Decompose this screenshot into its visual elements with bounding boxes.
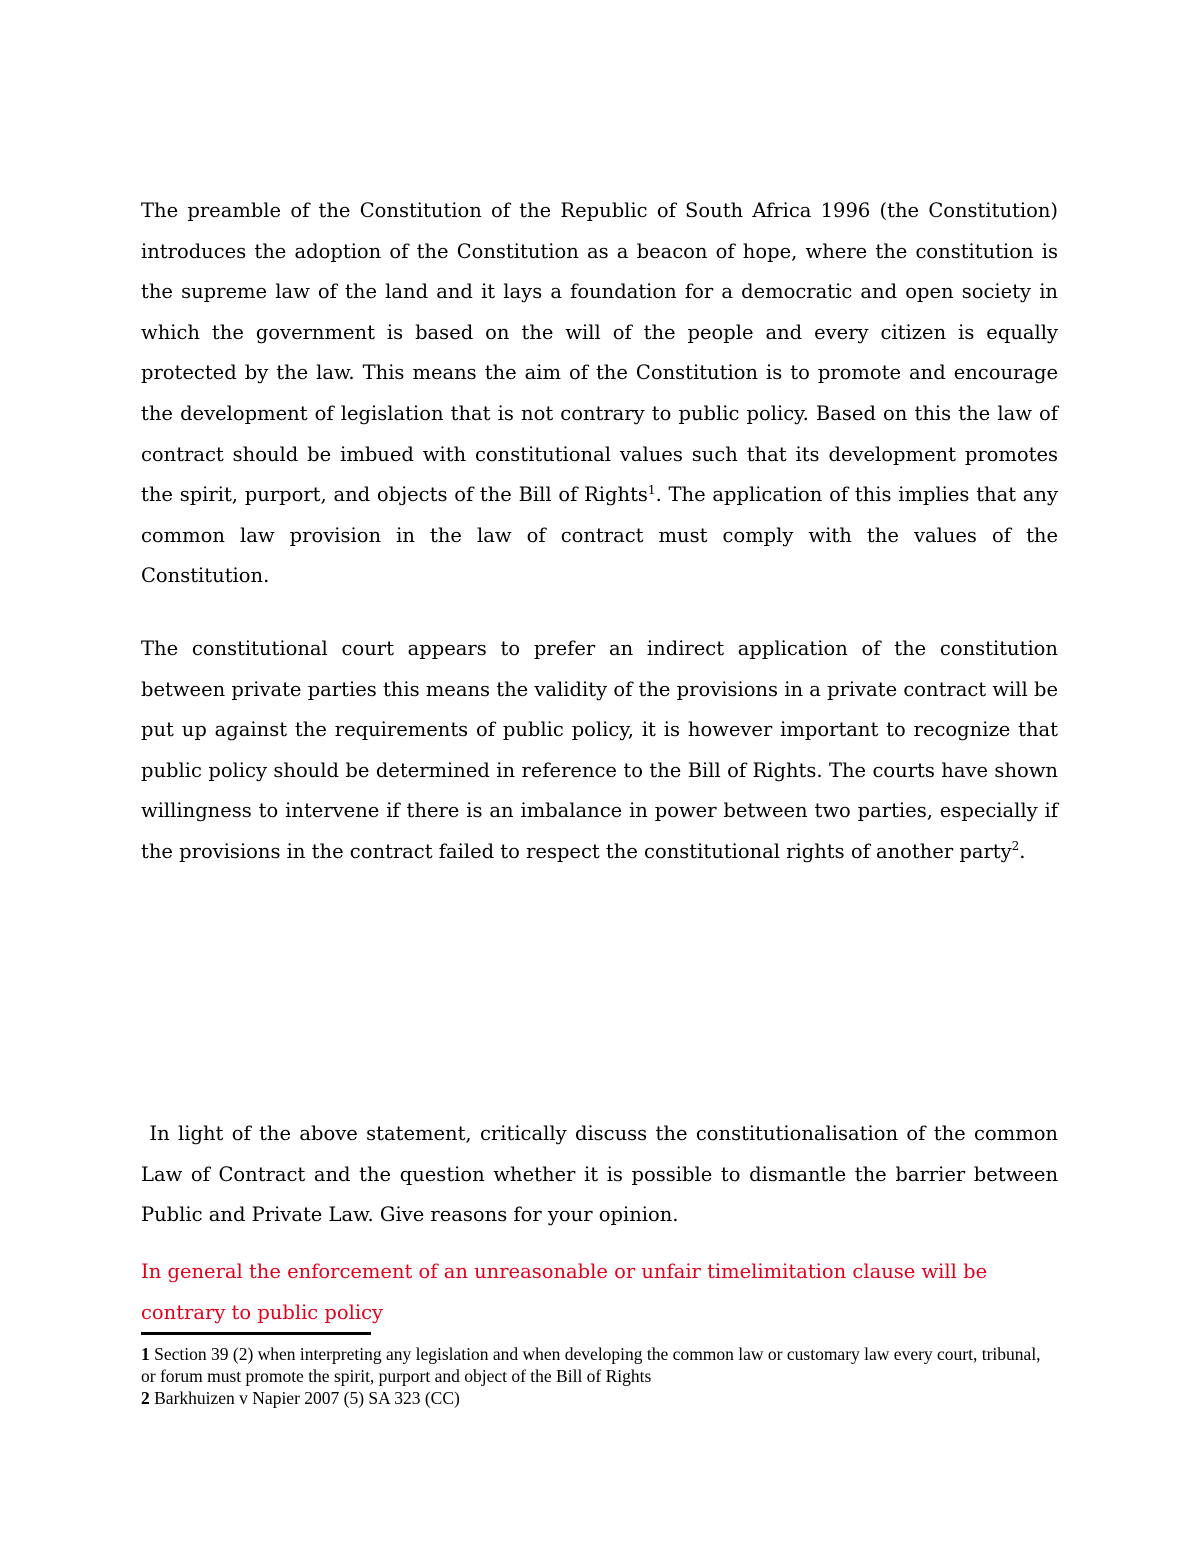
footnote-1-text: Section 39 (2) when interpreting any legislation and when developing the common law or customary law every court, tribunal, or forum must promote the spirit, purport and object of the Bill of Rights [141,1344,1041,1386]
footnote-1-number: 1 [141,1344,150,1364]
paragraph-preamble [141,191,1058,597]
answer-note: In general the enforcement of an unreasonable or unfair timelimitation clause will be contrary to public policy [141,1260,988,1324]
footnotes [141,1343,1058,1409]
paragraph-preamble-text-a: The preamble of the Constitution of the Republic of South Africa 1996 (the Constitution) introduces the adoption of the Constitution as a beacon of hope, where the constitution is the supreme law of the land and it lays a foundation for a democratic and open society in which the government is based on the will of the people and every citizen is equally protected by the law. This means the aim of the Constitution is to promote and encourage the development of legislation that is not contrary to public policy. Based on this the law of contract should be imbued with constitutional values such that its development promotes the spirit, purport, and objects of the Bill of Rights [141,199,1058,507]
footnote-separator [141,1332,371,1335]
footnote-reference-2: 2 [1011,839,1020,854]
paragraph-indirect-application-text-b: . [1019,839,1026,863]
question-paragraph: In light of the above statement, critically discuss the constitutionalisation of the common Law of Contract and the question whether it is possible to dismantle the barrier between Public and Private Law. Give reasons for your opinion. [141,1122,1065,1227]
paragraph-indirect-application [141,629,1058,873]
footnote-1 [141,1343,1058,1387]
footnote-2-text: Barkhuizen v Napier 2007 (5) SA 323 (CC) [149,1388,460,1408]
footnote-reference-1: 1 [647,482,656,497]
footnote-2 [141,1387,1058,1409]
paragraph-indirect-application-text-a: The constitutional court appears to prefer an indirect application of the constitution between private parties this means the validity of the provisions in a private contract will be put up against the requirements of public policy, it is however important to recognize that public policy should be determined in reference to the Bill of Rights. The courts have shown willingness to intervene if there is an imbalance in power between two parties, especially if the provisions in the contract failed to respect the constitutional rights of another party [141,637,1058,863]
footnote-2-number: 2 [141,1388,150,1408]
paragraph-preamble-text-b: . The application of this implies that any common law provision in the law of contract must comply with the values of the Constitution. [141,483,1059,588]
